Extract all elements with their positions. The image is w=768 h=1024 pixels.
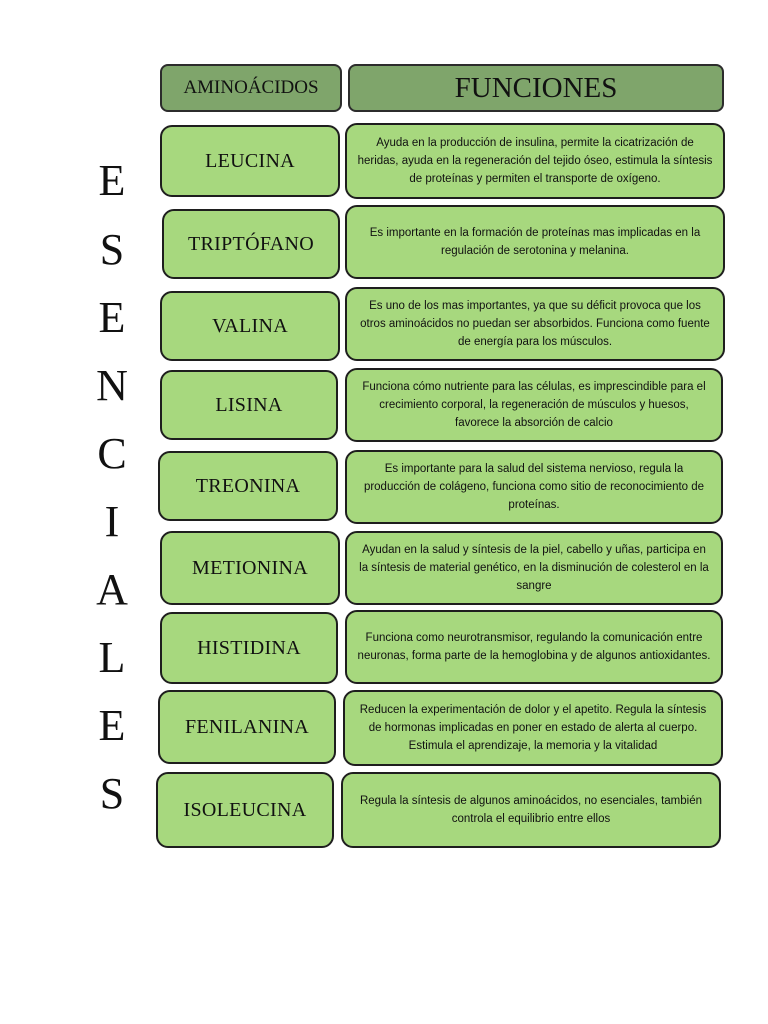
header-aminoacidos: AMINOÁCIDOS (160, 64, 342, 112)
amino-acid-name: TRIPTÓFANO (162, 209, 340, 279)
amino-acid-function: Es uno de los mas importantes, ya que su déficit provoca que los otros aminoácidos no puedan ser absorbidos. Funciona como fuente de energía para los músculos. (345, 287, 725, 361)
vertical-letter: E (98, 701, 126, 750)
amino-acid-function: Regula la síntesis de algunos aminoácidos, no esenciales, también controla el equilibrio entre ellos (341, 772, 721, 848)
amino-acid-function: Ayuda en la producción de insulina, permite la cicatrización de heridas, ayuda en la regeneración del tejido óseo, estimula la síntesis de proteínas y permiten el transporte de oxígeno. (345, 123, 725, 199)
amino-acid-function: Reducen la experimentación de dolor y el apetito. Regula la síntesis de hormonas implicadas en poner en estado de alerta al cuerpo. Estimula el aprendizaje, la memoria y la vitalidad (343, 690, 723, 766)
vertical-letter: E (98, 156, 126, 205)
vertical-letter: E (98, 293, 126, 342)
vertical-letter: C (97, 429, 127, 478)
vertical-letter: A (96, 565, 128, 614)
amino-acid-name: METIONINA (160, 531, 340, 605)
vertical-letter: N (96, 361, 128, 410)
amino-acid-function: Es importante para la salud del sistema nervioso, regula la producción de colágeno, funciona como sitio de reconocimiento de proteínas. (345, 450, 723, 524)
amino-acid-name: LISINA (160, 370, 338, 440)
vertical-letter: I (104, 497, 120, 546)
vertical-letter: S (99, 769, 125, 818)
header-funciones: FUNCIONES (348, 64, 724, 112)
amino-acid-name: FENILANINA (158, 690, 336, 764)
vertical-letter: L (98, 633, 126, 682)
amino-acid-name: LEUCINA (160, 125, 340, 197)
amino-acid-function: Funciona cómo nutriente para las células, es imprescindible para el crecimiento corporal, la regeneración de músculos y huesos, favorece la absorción de calcio (345, 368, 723, 442)
amino-acid-function: Es importante en la formación de proteínas mas implicadas en la regulación de serotonina y melanina. (345, 205, 725, 279)
amino-acid-name: TREONINA (158, 451, 338, 521)
vertical-letter: S (99, 225, 125, 274)
amino-acid-name: HISTIDINA (160, 612, 338, 684)
amino-acid-function: Funciona como neurotransmisor, regulando la comunicación entre neuronas, forma parte de la hemoglobina y de algunos antioxidantes. (345, 610, 723, 684)
amino-acid-function: Ayudan en la salud y síntesis de la piel, cabello y uñas, participa en la síntesis de material genético, en la disminución de colesterol en la sangre (345, 531, 723, 605)
amino-acid-name: ISOLEUCINA (156, 772, 334, 848)
amino-acid-name: VALINA (160, 291, 340, 361)
